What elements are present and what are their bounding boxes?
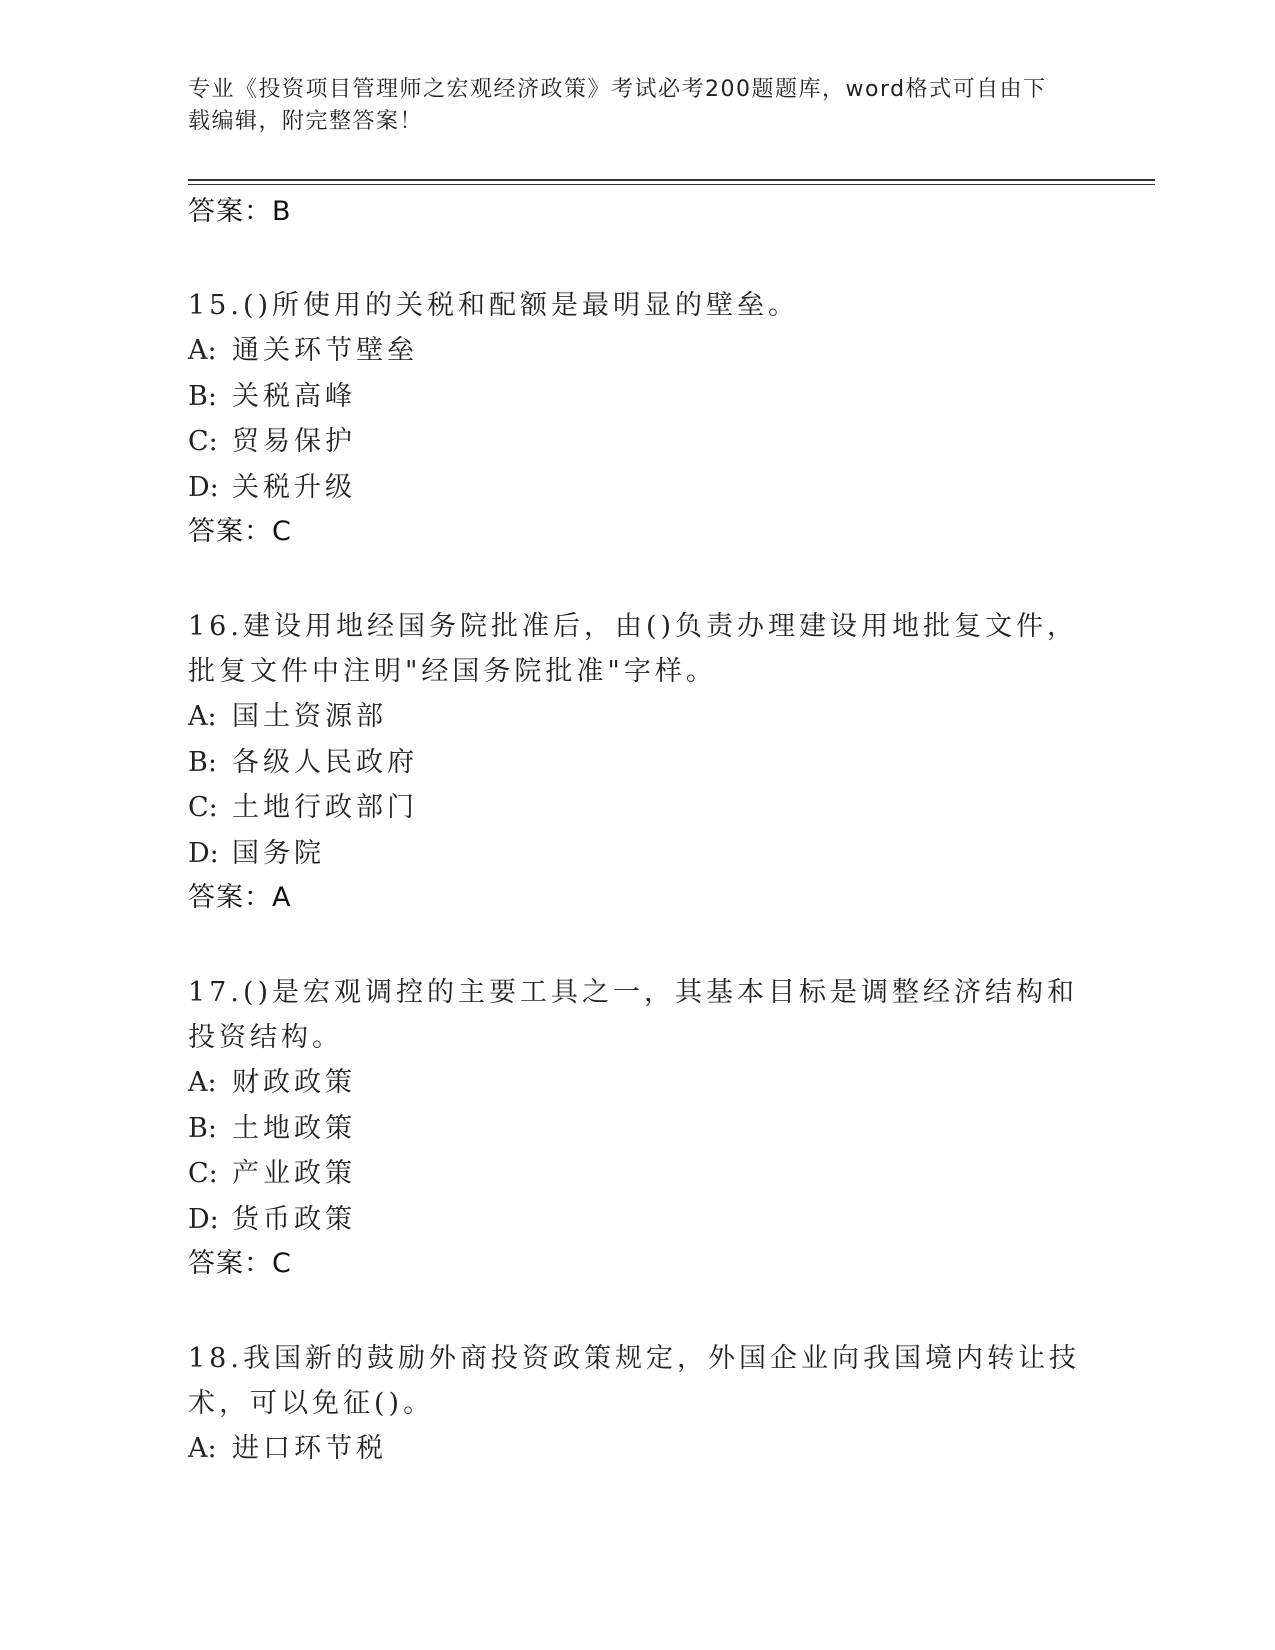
answer-value: C xyxy=(272,1248,292,1279)
option-a xyxy=(188,328,1088,374)
option-key: A: xyxy=(188,1433,217,1464)
answer-label: 答案： xyxy=(188,516,272,547)
answer-line xyxy=(188,510,1088,554)
option-key: D: xyxy=(188,1203,219,1235)
option-key: A: xyxy=(188,335,217,366)
document-body xyxy=(188,191,1088,1472)
option-key: B: xyxy=(188,746,217,778)
question-17 xyxy=(188,970,1088,1286)
answer-value: C xyxy=(272,516,292,547)
header-divider xyxy=(188,179,1155,185)
question-18 xyxy=(188,1336,1088,1472)
option-key: D: xyxy=(188,837,219,869)
option-key: B: xyxy=(188,380,217,412)
answer-label: 答案： xyxy=(188,1248,272,1279)
option-key: C: xyxy=(188,1158,218,1189)
option-text: 土地行政部门 xyxy=(232,792,418,823)
answer-label: 答案： xyxy=(188,882,272,913)
option-key: C: xyxy=(188,426,218,457)
option-text: 国务院 xyxy=(232,837,325,869)
option-text: 国土资源部 xyxy=(232,701,387,732)
previous-answer xyxy=(188,191,1088,233)
option-d xyxy=(188,831,1088,877)
option-a xyxy=(188,1426,1088,1472)
option-text: 产业政策 xyxy=(232,1158,356,1189)
question-16 xyxy=(188,604,1088,920)
option-key: B: xyxy=(188,1112,217,1144)
page-header: 专业《投资项目管理师之宏观经济政策》考试必考200题题库，word格式可自由下载编辑，附完整答案！ xyxy=(188,77,1047,134)
option-text: 进口环节税 xyxy=(232,1433,387,1464)
option-c xyxy=(188,1151,1088,1197)
option-d xyxy=(188,465,1088,511)
option-d xyxy=(188,1197,1088,1243)
option-a xyxy=(188,694,1088,740)
option-c xyxy=(188,785,1088,831)
option-text: 贸易保护 xyxy=(232,426,356,457)
answer-line xyxy=(188,1242,1088,1286)
answer-value: B xyxy=(272,196,292,227)
option-key: D: xyxy=(188,471,219,503)
answer-value: A xyxy=(272,882,292,913)
option-text: 土地政策 xyxy=(232,1112,356,1144)
option-text: 通关环节壁垒 xyxy=(232,335,418,366)
option-a xyxy=(188,1060,1088,1106)
option-text: 财政政策 xyxy=(232,1067,356,1098)
option-b xyxy=(188,1106,1088,1152)
answer-label: 答案： xyxy=(188,196,272,227)
option-c xyxy=(188,419,1088,465)
question-stem: 16.建设用地经国务院批准后，由()负责办理建设用地批复文件，批复文件中注明"经国务院批准"字样。 xyxy=(188,611,1079,687)
question-15 xyxy=(188,283,1088,554)
question-stem: 18.我国新的鼓励外商投资政策规定，外国企业向我国境内转让技术，可以免征()。 xyxy=(188,1343,1080,1419)
option-b xyxy=(188,740,1088,786)
option-text: 各级人民政府 xyxy=(232,746,418,778)
option-key: C: xyxy=(188,792,218,823)
question-stem: 15.()所使用的关税和配额是最明显的壁垒。 xyxy=(188,290,800,321)
answer-line xyxy=(188,876,1088,920)
option-b xyxy=(188,374,1088,420)
question-stem: 17.()是宏观调控的主要工具之一，其基本目标是调整经济结构和投资结构。 xyxy=(188,977,1079,1053)
option-key: A: xyxy=(188,1067,217,1098)
option-text: 关税升级 xyxy=(232,471,356,503)
option-key: A: xyxy=(188,701,217,732)
option-text: 货币政策 xyxy=(232,1203,356,1235)
option-text: 关税高峰 xyxy=(232,380,356,412)
